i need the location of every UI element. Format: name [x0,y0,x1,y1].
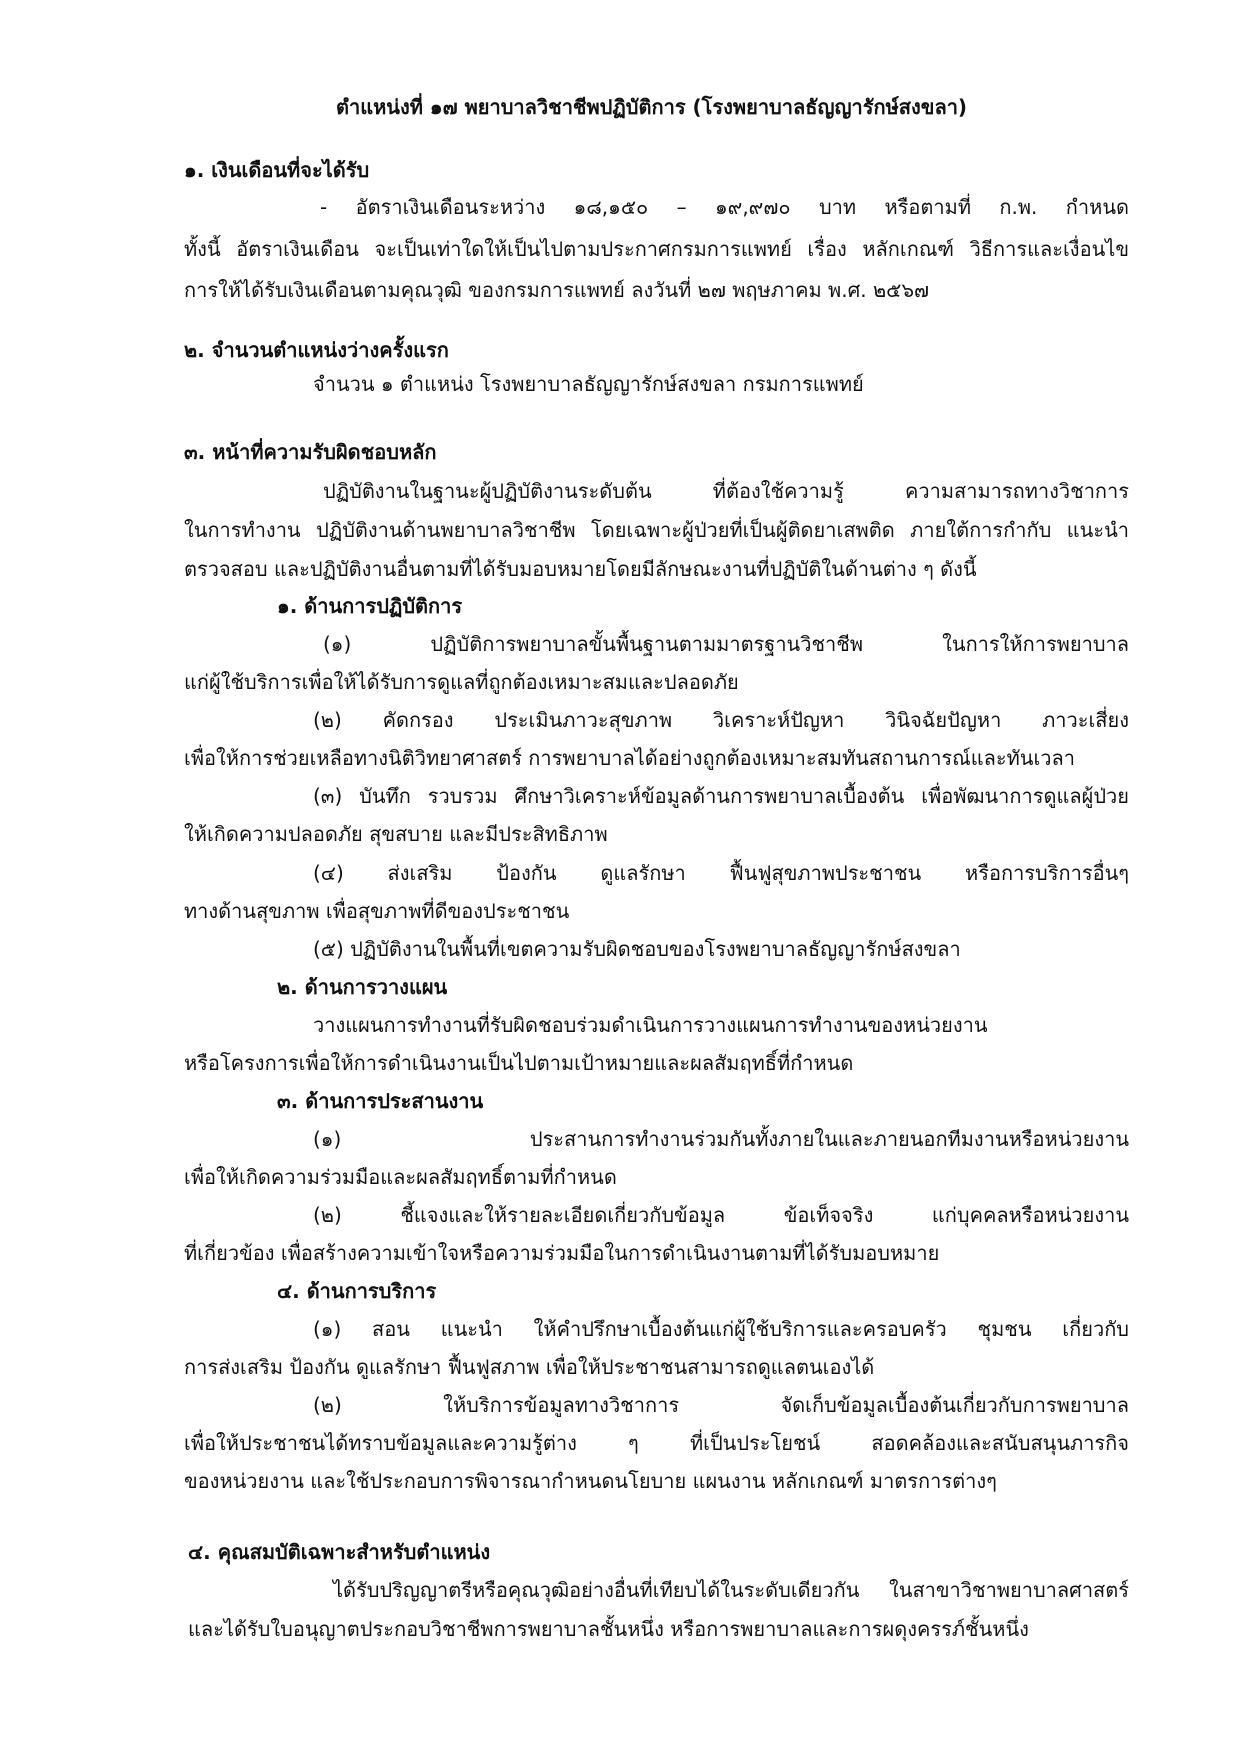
subsection-3-line: (๒) ชี้แจงและให้รายละเอียดเกี่ยวกับข้อมูล ข้อเท็จจริง แก่บุคคลหรือหน่วยงาน [313,1203,1129,1227]
document-title: ตำแหน่งที่ ๑๗ พยาบาลวิชาชีพปฏิบัติการ (โรงพยาบาลธัญญารักษ์สงขลา) [336,95,968,119]
subsection-1-heading: ๑. ด้านการปฏิบัติการ [277,594,463,618]
section-1-line: การให้ได้รับเงินเดือนตามคุณวุฒิ ของกรมการแพทย์ ลงวันที่ ๒๗ พฤษภาคม พ.ศ. ๒๕๖๗ [184,278,930,302]
section-3-intro-line: ตรวจสอบ และปฏิบัติงานอื่นตามที่ได้รับมอบหมายโดยมีลักษณะงานที่ปฏิบัติในด้านต่าง ๆ ดังนี้ [184,557,977,581]
section-3-heading: ๓. หน้าที่ความรับผิดชอบหลัก [184,440,437,464]
subsection-1-line: (๓) บันทึก รวบรวม ศึกษาวิเคราะห์ข้อมูลด้านการพยาบาลเบื้องต้น เพื่อพัฒนาการดูแลผู้ป่วย [313,784,1129,808]
subsection-3-line: เพื่อให้เกิดความร่วมมือและผลสัมฤทธิ์ตามที่กำหนด [184,1165,617,1189]
subsection-1-line: (๔) ส่งเสริม ป้องกัน ดูแลรักษา ฟื้นฟูสุขภาพประชาชน หรือการบริการอื่นๆ [313,861,1129,885]
section-4-heading: ๔. คุณสมบัติเฉพาะสำหรับตำแหน่ง [188,1540,491,1564]
subsection-1-line: ทางด้านสุขภาพ เพื่อสุขภาพที่ดีของประชาชน [184,899,570,923]
section-4-line: และได้รับใบอนุญาตประกอบวิชาชีพการพยาบาลชั้นหนึ่ง หรือการพยาบาลและการผดุงครรภ์ชั้นหนึ่ง [188,1617,1029,1641]
subsection-1-line: (๒) คัดกรอง ประเมินภาวะสุขภาพ วิเคราะห์ปัญหา วินิจฉัยปัญหา ภาวะเสี่ยง [313,708,1129,732]
subsection-4-line: ของหน่วยงาน และใช้ประกอบการพิจารณากำหนดนโยบาย แผนงาน หลักเกณฑ์ มาตรการต่างๆ [184,1469,997,1493]
subsection-2-line: หรือโครงการเพื่อให้การดำเนินงานเป็นไปตามเป้าหมายและผลสัมฤทธิ์ที่กำหนด [184,1051,854,1075]
subsection-1-line: ให้เกิดความปลอดภัย สุขสบาย และมีประสิทธิภาพ [184,822,608,846]
subsection-4-line: เพื่อให้ประชาชนได้ทราบข้อมูลและความรู้ต่าง ๆ ที่เป็นประโยชน์ สอดคล้องและสนับสนุนภารกิจ [184,1431,1129,1455]
subsection-1-line: (๑) ปฏิบัติการพยาบาลขั้นพื้นฐานตามมาตรฐานวิชาชีพ ในการให้การพยาบาล [323,632,1129,656]
section-2-heading: ๒. จำนวนตำแหน่งว่างครั้งแรก [184,338,449,362]
section-1-heading: ๑. เงินเดือนที่จะได้รับ [184,158,370,182]
subsection-2-heading: ๒. ด้านการวางแผน [277,975,448,999]
subsection-4-heading: ๔. ด้านการบริการ [277,1279,437,1303]
subsection-3-line: (๑) ประสานการทำงานร่วมกันทั้งภายในและภายนอกทีมงานหรือหน่วยงาน [313,1127,1129,1151]
subsection-1-line: (๕) ปฏิบัติงานในพื้นที่เขตความรับผิดชอบของโรงพยาบาลธัญญารักษ์สงขลา [313,937,961,961]
subsection-4-line: (๑) สอน แนะนำ ให้คำปรึกษาเบื้องต้นแก่ผู้ใช้บริการและครอบครัว ชุมชน เกี่ยวกับ [313,1317,1129,1341]
subsection-3-line: ที่เกี่ยวข้อง เพื่อสร้างความเข้าใจหรือความร่วมมือในการดำเนินงานตามที่ได้รับมอบหมาย [184,1241,940,1265]
subsection-4-line: การส่งเสริม ป้องกัน ดูแลรักษา ฟื้นฟูสภาพ เพื่อให้ประชาชนสามารถดูแลตนเองได้ [184,1355,875,1379]
subsection-2-line: วางแผนการทำงานที่รับผิดชอบร่วมดำเนินการวางแผนการทำงานของหน่วยงาน [313,1013,988,1037]
section-2-line: จำนวน ๑ ตำแหน่ง โรงพยาบาลธัญญารักษ์สงขลา กรมการแพทย์ [313,372,864,396]
section-3-intro-line: ปฏิบัติงานในฐานะผู้ปฏิบัติงานระดับต้น ที่ต้องใช้ความรู้ ความสามารถทางวิชาการ [323,479,1129,503]
section-1-line: - อัตราเงินเดือนระหว่าง ๑๘,๑๕๐ – ๑๙,๙๗๐ บาท หรือตามที่ ก.พ. กำหนด [320,195,1129,219]
section-1-line: ทั้งนี้ อัตราเงินเดือน จะเป็นเท่าใดให้เป็นไปตามประกาศกรมการแพทย์ เรื่อง หลักเกณฑ์ วิธีการและเงื่อนไข [184,237,1129,261]
subsection-1-line: แก่ผู้ใช้บริการเพื่อให้ได้รับการดูแลที่ถูกต้องเหมาะสมและปลอดภัย [184,670,739,694]
section-4-line: ได้รับปริญญาตรีหรือคุณวุฒิอย่างอื่นที่เทียบได้ในระดับเดียวกัน ในสาขาวิชาพยาบาลศาสตร์ [333,1578,1129,1602]
subsection-3-heading: ๓. ด้านการประสานงาน [277,1089,484,1113]
subsection-4-line: (๒) ให้บริการข้อมูลทางวิชาการ จัดเก็บข้อมูลเบื้องต้นเกี่ยวกับการพยาบาล [313,1393,1129,1417]
section-3-intro-line: ในการทำงาน ปฏิบัติงานด้านพยาบาลวิชาชีพ โดยเฉพาะผู้ป่วยที่เป็นผู้ติดยาเสพติด ภายใต้การกำกับ แนะนำ [184,518,1129,542]
subsection-1-line: เพื่อให้การช่วยเหลือทางนิติวิทยาศาสตร์ การพยาบาลได้อย่างถูกต้องเหมาะสมทันสถานการณ์และทันเวลา [184,746,1076,770]
